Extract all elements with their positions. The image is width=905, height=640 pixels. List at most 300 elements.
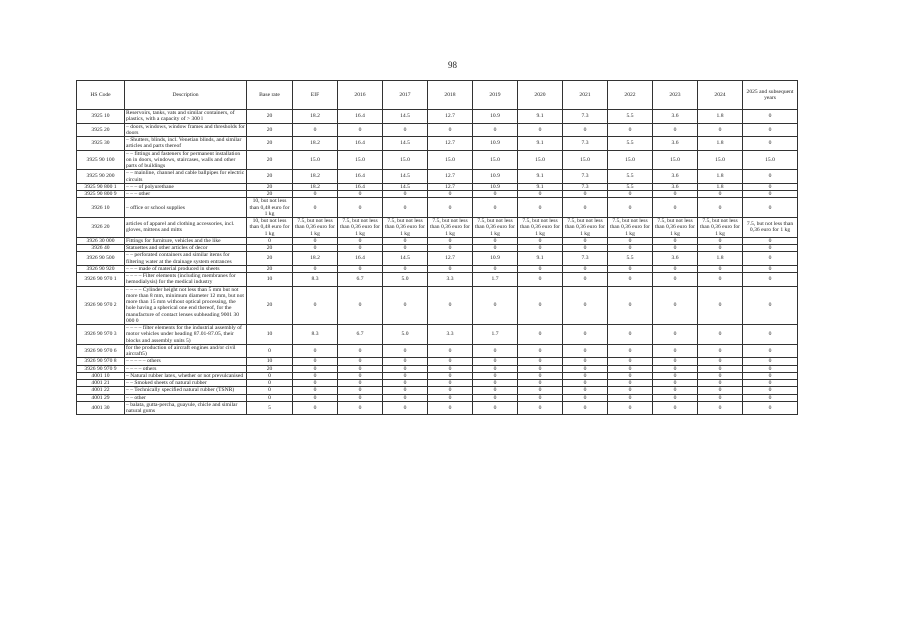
rate-cell: 0: [608, 286, 653, 325]
hs-code-cell: 3925 90 800 1: [77, 183, 125, 190]
rate-cell: 0: [743, 401, 798, 415]
rate-cell: 0: [383, 265, 428, 272]
rate-cell: 0: [608, 365, 653, 372]
rate-cell: 0: [743, 380, 798, 387]
hs-code-cell: 4001 10: [77, 372, 125, 379]
hs-code-cell: 3926 90 920: [77, 265, 125, 272]
table-row: [77, 198, 798, 218]
rate-cell: 0: [743, 183, 798, 190]
table-row: [77, 150, 798, 170]
column-header: Base rate: [247, 81, 293, 110]
column-header: 2016: [338, 81, 383, 110]
rate-cell: 0: [383, 286, 428, 325]
rate-cell: 7.3: [563, 252, 608, 266]
table-row: [77, 110, 798, 124]
rate-cell: 14.5: [383, 170, 428, 184]
rate-cell: 16.4: [338, 110, 383, 124]
rate-cell: 16.4: [338, 183, 383, 190]
rate-cell: 0: [383, 358, 428, 365]
rate-cell: 0: [518, 358, 563, 365]
rate-cell: 0: [293, 372, 338, 379]
table-row: [77, 387, 798, 394]
rate-cell: 0: [563, 372, 608, 379]
rate-cell: 0: [428, 265, 473, 272]
description-cell: – Shutters, blinds, incl. Venetian blinds, and similar articles and parts thereof: [125, 137, 247, 151]
rate-cell: 15.0: [293, 150, 338, 170]
rate-cell: 15.0: [563, 150, 608, 170]
rate-cell: 9.1: [518, 110, 563, 124]
rate-cell: 0: [338, 245, 383, 252]
rate-cell: 14.5: [383, 110, 428, 124]
rate-cell: 0: [608, 372, 653, 379]
rate-cell: 0: [383, 191, 428, 198]
rate-cell: 9.1: [518, 137, 563, 151]
rate-cell: 1.8: [698, 110, 743, 124]
rate-cell: 15.0: [653, 150, 698, 170]
base-rate-cell: 20: [247, 286, 293, 325]
rate-cell: 18.2: [293, 137, 338, 151]
rate-cell: 12.7: [428, 252, 473, 266]
rate-cell: 0: [383, 387, 428, 394]
rate-cell: 10.9: [473, 110, 518, 124]
rate-cell: 0: [563, 325, 608, 345]
rate-cell: 0: [383, 401, 428, 415]
rate-cell: 1.7: [473, 273, 518, 287]
description-cell: – – Smoked sheets of natural rubber: [125, 380, 247, 387]
rate-cell: 0: [473, 401, 518, 415]
rate-cell: 0: [653, 325, 698, 345]
column-header: 2018: [428, 81, 473, 110]
rate-cell: 0: [653, 265, 698, 272]
rate-cell: 15.0: [743, 150, 798, 170]
rate-cell: 0: [698, 198, 743, 218]
column-header: 2017: [383, 81, 428, 110]
rate-cell: 0: [608, 344, 653, 358]
rate-cell: 0: [698, 387, 743, 394]
hs-code-cell: 3926 20: [77, 218, 125, 238]
rate-cell: 0: [653, 365, 698, 372]
rate-cell: 0: [743, 387, 798, 394]
hs-code-cell: 3926 90 970 9: [77, 365, 125, 372]
rate-cell: 5.5: [608, 252, 653, 266]
base-rate-cell: 0: [247, 372, 293, 379]
table-row: [77, 380, 798, 387]
rate-cell: 0: [338, 387, 383, 394]
rate-cell: 0: [743, 245, 798, 252]
description-cell: – – – made of material produced in sheets: [125, 265, 247, 272]
rate-cell: 0: [383, 380, 428, 387]
rate-cell: 0: [653, 401, 698, 415]
rate-cell: 0: [653, 387, 698, 394]
rate-cell: 0: [743, 358, 798, 365]
rate-cell: 0: [698, 325, 743, 345]
rate-cell: 0: [473, 372, 518, 379]
rate-cell: 0: [608, 237, 653, 244]
rate-cell: 0: [383, 237, 428, 244]
rate-cell: 16.4: [338, 137, 383, 151]
table-row: [77, 252, 798, 266]
rate-cell: 0: [608, 191, 653, 198]
rate-cell: 0: [698, 286, 743, 325]
hs-code-cell: 4001 22: [77, 387, 125, 394]
rate-cell: 9.1: [518, 170, 563, 184]
rate-cell: 14.5: [383, 183, 428, 190]
rate-cell: 3.3: [428, 273, 473, 287]
rate-cell: 0: [338, 358, 383, 365]
rate-cell: 3.6: [653, 137, 698, 151]
rate-cell: 0: [653, 191, 698, 198]
rate-cell: 0: [563, 344, 608, 358]
table-row: [77, 372, 798, 379]
rate-cell: 9.1: [518, 252, 563, 266]
rate-cell: 0: [473, 245, 518, 252]
rate-cell: 0: [743, 372, 798, 379]
rate-cell: 0: [608, 123, 653, 137]
table-row: [77, 123, 798, 137]
rate-cell: 0: [293, 237, 338, 244]
rate-cell: 0: [743, 344, 798, 358]
rate-cell: 18.2: [293, 183, 338, 190]
rate-cell: 3.3: [428, 325, 473, 345]
rate-cell: 0: [518, 372, 563, 379]
rate-cell: 0: [698, 372, 743, 379]
rate-cell: 0: [428, 401, 473, 415]
rate-cell: 5.0: [383, 325, 428, 345]
description-cell: – office or school supplies: [125, 198, 247, 218]
description-cell: – – – – Cylinder height not less than 5 mm but not more than 8 mm, minimum diameter 12 mm, but not more than 15 mm without optical processing, the hole having a spherical one end thereof, for the manufacture of contact lenses subheading 9001 30 000 0: [125, 286, 247, 325]
rate-cell: 0: [608, 198, 653, 218]
rate-cell: 0: [563, 245, 608, 252]
rate-cell: 0: [743, 110, 798, 124]
rate-cell: 0: [383, 344, 428, 358]
rate-cell: 0: [743, 365, 798, 372]
base-rate-cell: 20: [247, 110, 293, 124]
rate-cell: 0: [383, 198, 428, 218]
rate-cell: 0: [563, 198, 608, 218]
hs-code-cell: 3926 40: [77, 245, 125, 252]
rate-cell: 14.5: [383, 137, 428, 151]
base-rate-cell: 20: [247, 123, 293, 137]
description-cell: – – – other: [125, 191, 247, 198]
rate-cell: 0: [473, 265, 518, 272]
column-header: HS Code: [77, 81, 125, 110]
hs-code-cell: 3926 90 970 1: [77, 273, 125, 287]
rate-cell: 0: [473, 365, 518, 372]
description-cell: articles of apparel and clothing accessories, incl. gloves, mittens and mitts: [125, 218, 247, 238]
table-row: [77, 365, 798, 372]
rate-cell: 0: [518, 394, 563, 401]
rate-cell: 0: [518, 365, 563, 372]
description-cell: – Natural rubber latex, whether or not prevulcanised: [125, 372, 247, 379]
rate-cell: 12.7: [428, 110, 473, 124]
rate-cell: 0: [383, 394, 428, 401]
rate-cell: 15.0: [338, 150, 383, 170]
column-header: 2023: [653, 81, 698, 110]
description-cell: – – – – others: [125, 365, 247, 372]
rate-cell: 0: [293, 344, 338, 358]
rate-cell: 1.7: [473, 325, 518, 345]
base-rate-cell: 0: [247, 387, 293, 394]
description-cell: – – – – filter elements for the industrial assembly of motor vehicles under heading 87.01-87.05, their blocks and assembly units 5): [125, 325, 247, 345]
description-cell: – doors, windows, window frames and thresholds for doors: [126, 123, 245, 136]
rate-cell: 0: [698, 191, 743, 198]
rate-cell: 15.0: [473, 150, 518, 170]
rate-cell: 10.9: [473, 183, 518, 190]
rate-cell: 0: [743, 198, 798, 218]
base-rate-cell: 0: [247, 344, 293, 358]
rate-cell: 0: [338, 401, 383, 415]
rate-cell: 0: [653, 286, 698, 325]
rate-cell: 0: [653, 237, 698, 244]
table-row: [77, 237, 798, 244]
rate-cell: 0: [653, 198, 698, 218]
rate-cell: 0: [293, 394, 338, 401]
rate-cell: 0: [698, 401, 743, 415]
column-header: 2024: [698, 81, 743, 110]
rate-cell: 0: [293, 265, 338, 272]
rate-cell: 0: [293, 191, 338, 198]
rate-cell: 0: [518, 286, 563, 325]
rate-cell: 0: [473, 191, 518, 198]
rate-cell: 0: [293, 401, 338, 415]
rate-cell: 0: [698, 380, 743, 387]
rate-cell: 0: [338, 198, 383, 218]
rate-cell: 0: [428, 387, 473, 394]
column-header: 2021: [563, 81, 608, 110]
rate-cell: 0: [293, 387, 338, 394]
rate-cell: 0: [518, 245, 563, 252]
rate-cell: 0: [473, 358, 518, 365]
rate-cell: 7.5, but not less than 0,36 euro for 1 kg: [518, 218, 563, 238]
rate-cell: 14.5: [383, 252, 428, 266]
rate-cell: 0: [608, 380, 653, 387]
rate-cell: 7.3: [563, 170, 608, 184]
rate-cell: 0: [653, 123, 698, 137]
rate-cell: 0: [698, 358, 743, 365]
base-rate-cell: 10: [247, 325, 293, 345]
rate-cell: 0: [518, 191, 563, 198]
base-rate-cell: 20: [247, 245, 293, 252]
table-body: [77, 110, 798, 415]
description-cell: – – perforated containers and similar items for filtering water at the drainage system entrances: [125, 252, 247, 266]
hs-code-cell: 3925 90 100: [77, 150, 125, 170]
rate-cell: 0: [518, 325, 563, 345]
rate-cell: 0: [293, 358, 338, 365]
hs-code-cell: 3925 90 200: [77, 170, 125, 184]
rate-cell: 0: [653, 372, 698, 379]
rate-cell: 15.0: [698, 150, 743, 170]
rate-cell: 0: [743, 273, 798, 287]
table-row: [77, 137, 798, 151]
rate-cell: 0: [563, 273, 608, 287]
rate-cell: 1.8: [698, 170, 743, 184]
column-header: 2022: [608, 81, 653, 110]
hs-code-cell: 3925 30: [77, 137, 125, 151]
rate-cell: 0: [428, 198, 473, 218]
rate-cell: 0: [563, 123, 608, 137]
rate-cell: 0: [563, 387, 608, 394]
table-row: [77, 265, 798, 272]
rate-cell: 7.5, but not less than 0,36 euro for 1 kg: [383, 218, 428, 238]
rate-cell: 0: [653, 394, 698, 401]
rate-cell: 7.5, but not less than 0,36 euro for 1 kg: [743, 218, 798, 238]
rate-cell: 0: [743, 325, 798, 345]
hs-code-cell: 4001 30: [77, 401, 125, 415]
rate-cell: 12.7: [428, 137, 473, 151]
hs-code-cell: 3926 90 500: [77, 252, 125, 266]
hs-code-cell: 4001 21: [77, 380, 125, 387]
base-rate-cell: 10: [247, 273, 293, 287]
rate-cell: 0: [338, 191, 383, 198]
column-header: Description: [125, 81, 247, 110]
rate-cell: 5.5: [608, 183, 653, 190]
base-rate-cell: 20: [247, 150, 293, 170]
rate-cell: 0: [428, 344, 473, 358]
rate-cell: 0: [653, 245, 698, 252]
rate-cell: 0: [473, 286, 518, 325]
rate-cell: 0: [338, 344, 383, 358]
rate-cell: 0: [608, 394, 653, 401]
rate-cell: 0: [293, 365, 338, 372]
rate-cell: 5.5: [608, 110, 653, 124]
rate-cell: 0: [518, 123, 563, 137]
rate-cell: 0: [743, 394, 798, 401]
base-rate-cell: 20: [247, 183, 293, 190]
rate-cell: 8.3: [293, 325, 338, 345]
rate-cell: 0: [743, 170, 798, 184]
rate-cell: 15.0: [518, 150, 563, 170]
rate-cell: 3.6: [653, 252, 698, 266]
rate-cell: 7.5, but not less than 0,36 euro for 1 kg: [293, 218, 338, 238]
tariff-table: [76, 80, 798, 415]
hs-code-cell: 3926 90 970 6: [77, 344, 125, 358]
hs-code-cell: 3925 20: [77, 123, 125, 137]
rate-cell: 0: [608, 358, 653, 365]
rate-cell: 3.6: [653, 183, 698, 190]
rate-cell: 0: [698, 265, 743, 272]
rate-cell: 0: [608, 387, 653, 394]
rate-cell: 0: [608, 273, 653, 287]
hs-code-cell: 3926 30 000: [77, 237, 125, 244]
rate-cell: 0: [518, 198, 563, 218]
rate-cell: 0: [338, 372, 383, 379]
rate-cell: 0: [563, 237, 608, 244]
description-cell: – – other: [125, 394, 247, 401]
rate-cell: 0: [653, 344, 698, 358]
rate-cell: 7.5, but not less than 0,36 euro for 1 kg: [428, 218, 473, 238]
rate-cell: 0: [473, 237, 518, 244]
hs-code-cell: 3926 90 970 2: [77, 286, 125, 325]
rate-cell: 0: [473, 387, 518, 394]
rate-cell: 0: [563, 365, 608, 372]
rate-cell: 12.7: [428, 170, 473, 184]
description-cell: – – mainline, channel and cable ballpipes for electric circuits: [125, 170, 247, 184]
rate-cell: 0: [563, 394, 608, 401]
rate-cell: 0: [428, 237, 473, 244]
rate-cell: 0: [563, 191, 608, 198]
description-cell: – – Technically specified natural rubber (TSNR): [125, 387, 247, 394]
rate-cell: 0: [518, 344, 563, 358]
description-cell: for the production of aircraft engines and/or civil aircraft5): [125, 344, 247, 358]
rate-cell: 0: [338, 265, 383, 272]
rate-cell: 9.1: [518, 183, 563, 190]
rate-cell: 0: [338, 394, 383, 401]
rate-cell: 10.9: [473, 252, 518, 266]
rate-cell: 7.5, but not less than 0,36 euro for 1 kg: [338, 218, 383, 238]
table-row: [77, 344, 798, 358]
rate-cell: 0: [338, 286, 383, 325]
rate-cell: 0: [698, 237, 743, 244]
rate-cell: 0: [293, 245, 338, 252]
base-rate-cell: 20: [247, 365, 293, 372]
description-cell: Statuettes and other articles of decor: [125, 245, 247, 252]
rate-cell: 10.9: [473, 137, 518, 151]
rate-cell: 1.8: [698, 252, 743, 266]
rate-cell: 7.5, but not less than 0,36 euro for 1 kg: [608, 218, 653, 238]
rate-cell: 0: [608, 401, 653, 415]
rate-cell: 1.8: [698, 183, 743, 190]
table-row: [77, 394, 798, 401]
base-rate-cell: 20: [247, 265, 293, 272]
rate-cell: 0: [563, 358, 608, 365]
rate-cell: 0: [563, 286, 608, 325]
rate-cell: 0: [338, 237, 383, 244]
rate-cell: 1.8: [698, 137, 743, 151]
rate-cell: 0: [428, 372, 473, 379]
base-rate-cell: 0: [247, 394, 293, 401]
rate-cell: 3.6: [653, 170, 698, 184]
rate-cell: 0: [608, 265, 653, 272]
rate-cell: 0: [608, 245, 653, 252]
rate-cell: 0: [428, 245, 473, 252]
rate-cell: 0: [698, 123, 743, 137]
table-row: [77, 286, 798, 325]
base-rate-cell: 10: [247, 358, 293, 365]
rate-cell: 0: [563, 265, 608, 272]
base-rate-cell: 0: [247, 237, 293, 244]
rate-cell: 0: [473, 123, 518, 137]
rate-cell: 0: [518, 380, 563, 387]
description-cell: – balata, gutta-percha, guayule, chicle and similar natural gums: [125, 401, 247, 415]
base-rate-cell: 20: [247, 191, 293, 198]
base-rate-cell: 20: [247, 252, 293, 266]
hs-code-cell: 3925 10: [77, 110, 125, 124]
rate-cell: 0: [653, 380, 698, 387]
rate-cell: 5.0: [383, 273, 428, 287]
column-header: 2020: [518, 81, 563, 110]
rate-cell: 18.2: [293, 170, 338, 184]
rate-cell: 0: [698, 344, 743, 358]
rate-cell: 0: [473, 380, 518, 387]
rate-cell: 12.7: [428, 183, 473, 190]
rate-cell: 0: [428, 358, 473, 365]
rate-cell: 18.2: [293, 110, 338, 124]
rate-cell: 7.3: [563, 183, 608, 190]
rate-cell: 3.6: [653, 110, 698, 124]
rate-cell: 18.2: [293, 252, 338, 266]
rate-cell: 15.0: [383, 150, 428, 170]
description-cell: Reservoirs, tanks, vats and similar containers, of plastics, with a capacity of > 300 l: [125, 110, 247, 124]
rate-cell: 15.0: [428, 150, 473, 170]
rate-cell: 0: [743, 252, 798, 266]
rate-cell: 16.4: [338, 252, 383, 266]
rate-cell: 7.3: [563, 137, 608, 151]
rate-cell: 0: [743, 286, 798, 325]
hs-code-cell: 3925 90 800 9: [77, 191, 125, 198]
rate-cell: 0: [743, 265, 798, 272]
rate-cell: 5.5: [608, 170, 653, 184]
rate-cell: 7.5, but not less than 0,36 euro for 1 kg: [698, 218, 743, 238]
